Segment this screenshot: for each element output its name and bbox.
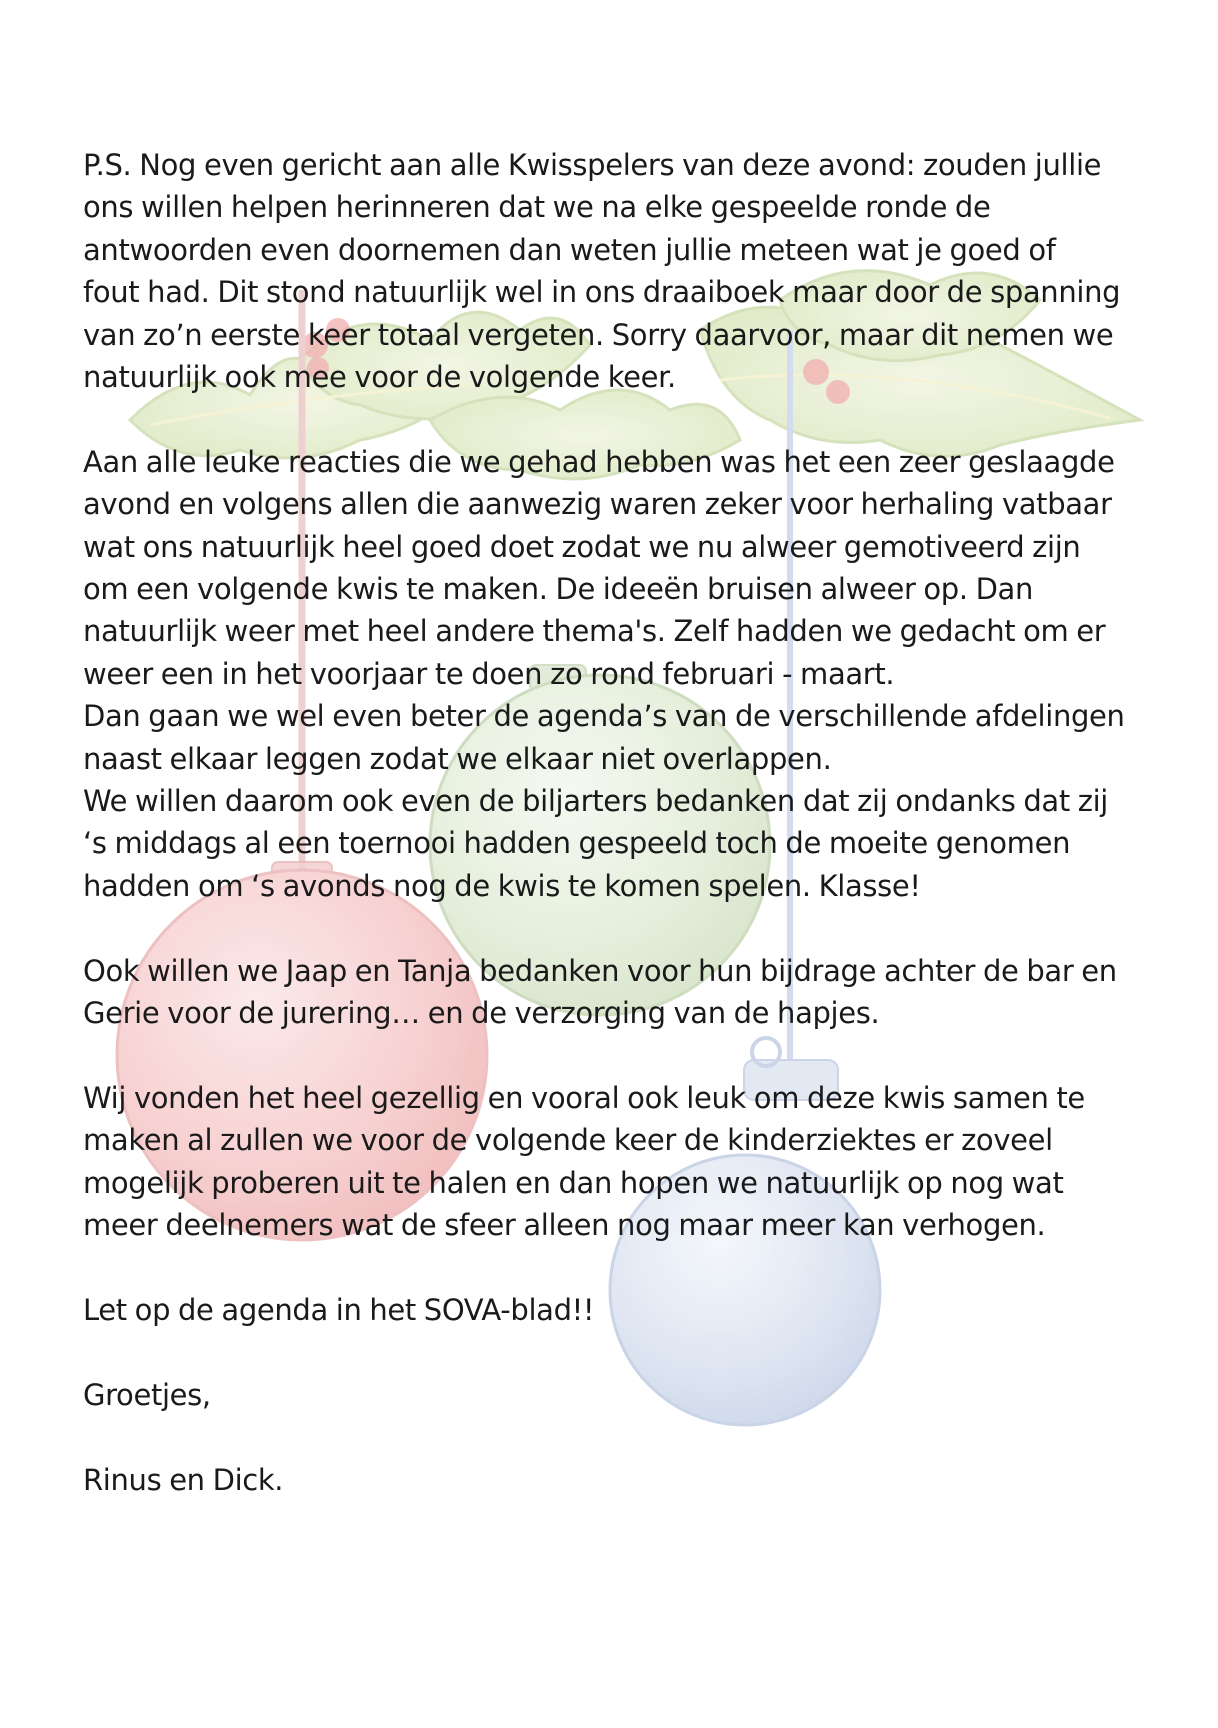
text-line: natuurlijk ook mee voor de volgende keer.	[83, 360, 676, 395]
text-line: Gerie voor de jurering… en de verzorging van de hapjes.	[83, 996, 880, 1031]
text-line: We willen daarom ook even de biljarters bedanken dat zij ondanks dat zij	[83, 784, 1108, 819]
ps-paragraph	[83, 144, 1143, 398]
text-line: antwoorden even doornemen dan weten jullie meteen wat je goed of	[83, 232, 1056, 267]
text-line: mogelijk proberen uit te halen en dan hopen we natuurlijk op nog wat	[83, 1165, 1064, 1200]
text-line: avond en volgens allen die aanwezig waren zeker voor herhaling vatbaar	[83, 487, 1112, 522]
paragraph-gap	[83, 398, 1143, 440]
text-line: van zo’n eerste keer totaal vergeten. Sorry daarvoor, maar dit nemen we	[83, 317, 1114, 352]
text-line: Dan gaan we wel even beter de agenda’s van de verschillende afdelingen	[83, 699, 1125, 734]
text-line: ons willen helpen herinneren dat we na elke gespeelde ronde de	[83, 190, 991, 225]
text-line: weer een in het voorjaar te doen zo rond februari - maart.	[83, 656, 895, 691]
thanks-paragraph	[83, 950, 1143, 1035]
text-line: fout had. Dit stond natuurlijk wel in ons draaiboek maar door de spanning	[83, 275, 1121, 310]
paragraph-gap	[83, 1247, 1143, 1289]
text-line: hadden om ‘s avonds nog de kwis te komen spelen. Klasse!	[83, 868, 921, 903]
greeting: Groetjes,	[83, 1377, 211, 1412]
text-line: meer deelnemers wat de sfeer alleen nog maar meer kan verhogen.	[83, 1208, 1046, 1243]
text-line: Aan alle leuke reacties die we gehad hebben was het een zeer geslaagde	[83, 444, 1115, 479]
text-line: Ook willen we Jaap en Tanja bedanken voor hun bijdrage achter de bar en	[83, 953, 1117, 988]
text-line: naast elkaar leggen zodat we elkaar niet overlappen.	[83, 741, 832, 776]
text-line: maken al zullen we voor de volgende keer de kinderziektes er zoveel	[83, 1123, 1053, 1158]
text-line: om een volgende kwis te maken. De ideeën bruisen alweer op. Dan	[83, 572, 1034, 607]
text-line: Wij vonden het heel gezellig en vooral ook leuk om deze kwis samen te	[83, 1080, 1085, 1115]
letter-body	[83, 144, 1143, 1501]
text-line: P.S. Nog even gericht aan alle Kwisspelers van deze avond: zouden jullie	[83, 148, 1102, 182]
paragraph-gap	[83, 1035, 1143, 1077]
signature: Rinus en Dick.	[83, 1462, 284, 1497]
paragraph-gap	[83, 907, 1143, 949]
paragraph-gap	[83, 1416, 1143, 1458]
text-line: wat ons natuurlijk heel goed doet zodat we nu alweer gemotiveerd zijn	[83, 529, 1081, 564]
agenda-note: Let op de agenda in het SOVA-blad!!	[83, 1292, 595, 1327]
paragraph-gap	[83, 1331, 1143, 1373]
closing-paragraph	[83, 1077, 1143, 1247]
text-line: natuurlijk weer met heel andere thema's. Zelf hadden we gedacht om er	[83, 614, 1106, 649]
text-line: ‘s middags al een toernooi hadden gespeeld toch de moeite genomen	[83, 826, 1071, 861]
reactions-paragraph	[83, 441, 1143, 907]
